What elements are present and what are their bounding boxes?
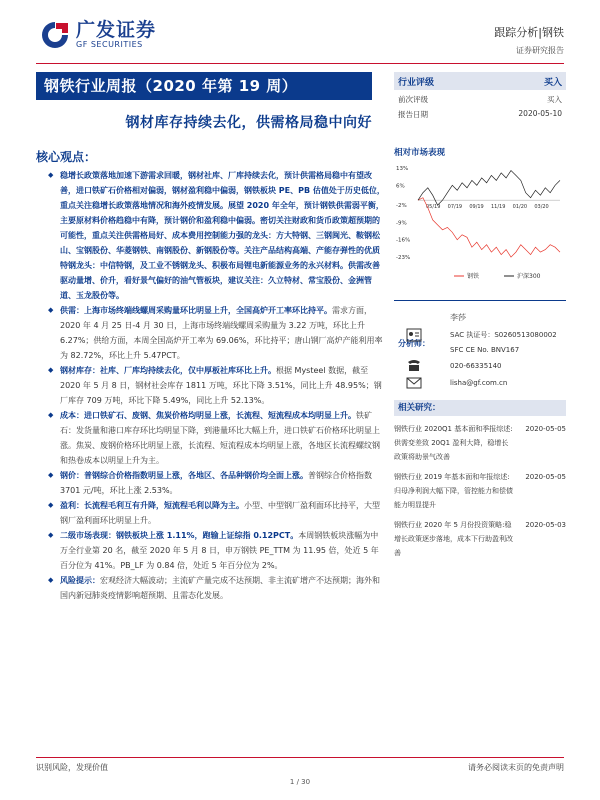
report-title: 钢铁行业周报（2020 年第 19 周） bbox=[36, 72, 372, 100]
key-point-item bbox=[48, 498, 386, 528]
y-tick-label: -23% bbox=[396, 255, 411, 262]
key-point-lead: 二级市场表现：钢铁板块上涨 1.11%，跑输上证综指 0.12PCT。 bbox=[60, 531, 299, 540]
related-research-text: 钢铁行业 2020Q1 基本面和季报综述:供需变差致 20Q1 盈利大降，稳增长政策将助景气改善 bbox=[394, 425, 513, 461]
rating-value: 买入 bbox=[543, 77, 562, 88]
related-research-text: 钢铁行业 2020 年 5 月份投资策略:稳增长政策逐步落地，成本下行助盈利改善 bbox=[394, 521, 513, 557]
key-point-body: 本周钢铁板块涨幅为中万全行业第 20 名，截至 2020 年 5 月 8 日，申万钢铁 PE_TTM 为 11.95 倍，处近 5 年百分位为 41%。PB_LF 为 0.84 倍，处近 5 年百分位为 2%。 bbox=[60, 531, 379, 570]
key-point-body: 根据 Mysteel 数据，截至 2020 年 5 月 8 日，钢材社会库存 1811 万吨，环比下降 3.51%，同比上升 48.95%；钢厂库存 709 万吨，环比下降 5.49%，同比上升 52.13%。 bbox=[60, 366, 382, 405]
analyst-email[interactable]: lisha@gf.com.cn bbox=[450, 379, 508, 387]
key-point-body: 普钢综合价格指数 3701 元/吨，环比上涨 2.53%。 bbox=[60, 471, 372, 495]
key-point-item bbox=[48, 408, 386, 468]
previous-rating-label: 前次评级 bbox=[398, 95, 428, 104]
analyst-block bbox=[394, 300, 566, 390]
key-point-body: 小型、中型钢厂盈利面环比持平，大型钢厂盈利面环比明显上升。 bbox=[60, 501, 380, 525]
y-tick-label: -2% bbox=[396, 203, 407, 210]
report-subtitle: 钢材库存持续去化，供需格局稳中向好 bbox=[125, 115, 372, 131]
footer-divider bbox=[36, 757, 564, 758]
related-research-item[interactable] bbox=[394, 470, 566, 512]
email-icon bbox=[406, 376, 422, 390]
key-point-lead: 盈利：长流程毛利互有升降，短流程毛利以降为主。 bbox=[60, 501, 244, 510]
x-tick-label: 03/20 bbox=[534, 204, 549, 211]
related-research-title: 相关研究： bbox=[394, 400, 566, 416]
rating-box bbox=[394, 72, 566, 120]
related-research-date: 2020-05-05 bbox=[525, 425, 566, 433]
related-research bbox=[394, 400, 566, 560]
y-tick-label: -9% bbox=[396, 220, 407, 227]
key-point-item bbox=[48, 363, 386, 408]
analyst-name: 李莎 bbox=[450, 313, 466, 322]
related-research-date: 2020-05-03 bbox=[525, 521, 566, 529]
key-point-body: 铁矿石：发货量和港口库存环比均明显下降，到港量环比大幅上升，进口铁矿石价格环比明显上涨。焦炭、废钢价格环比明显上涨，长流程、短流程成本均明显上涨，各地区长流程螺纹钢和热卷成本以明显上升为主。 bbox=[60, 411, 380, 465]
key-point-lead: 成本：进口铁矿石、废钢、焦炭价格均明显上涨，长流程、短流程成本均明显上升。 bbox=[60, 411, 356, 420]
analyst-divider bbox=[394, 300, 566, 301]
series-line-csi300 bbox=[418, 171, 560, 206]
key-point-lead: 稳增长政策落地加速下游需求回暖，钢材社库、厂库持续去化，预计供需格局稳中有望改善，进口铁矿石价格相对偏弱，钢材盈利稳中偏弱，钢铁板块 PE、PB 估值处于历史低位，重点关注稳增长政策落地情况和海外疫情发展。展望 2020 年全年，预计钢铁供需弱平衡，主要原材料价格趋稳中有降，预计钢价和盈利稳中偏弱。密切关注财政和货币政策超预期的可能性，重点关注供需格局好、成本费用控制能力强的龙头：方大特钢、三钢闽光、鞍钢松山、宝钢股份、华菱钢铁、南钢股份、新钢股份等。关注产品结构高端、产能存弹性的优质特钢龙头：中信特钢，及工业不锈钢龙头、积极布局锂电新能源业务的永兴材料。供需改善驱动量增、价升，看好景气偏好的油气管板块，建议关注：久立特材、常宝股份、金洲管道、玉龙股份等。 bbox=[60, 171, 385, 300]
analyst-phone: 020-66335140 bbox=[450, 362, 502, 370]
related-research-date: 2020-05-05 bbox=[525, 473, 566, 481]
key-point-body: 需求方面，2020 年 4 月 25 日-4 月 30 日，上海市场终端线螺周采购量为 3.22 万吨，环比上升 6.27%；供给方面，本周全国高炉开工率为 69.06%，环比持平；唐山钢厂高炉产能利用率为 82.72%，环比上升 5.47PCT。 bbox=[60, 306, 383, 360]
analyst-sfc-number: SFC CE No. BNV167 bbox=[450, 346, 520, 354]
logo-chinese-name: 广发证券 bbox=[76, 19, 157, 41]
legend-label: 沪深300 bbox=[517, 273, 541, 280]
analyst-sac-number: SAC 执证号：S0260513080002 bbox=[450, 331, 557, 339]
related-research-text: 钢铁行业 2019 年基本面和年报综述:归母净利润大幅下降，管控能力和偿债能力明显提升 bbox=[394, 473, 513, 509]
key-points-list bbox=[48, 168, 386, 603]
rating-title: 行业评级 bbox=[398, 77, 435, 88]
company-logo bbox=[40, 20, 156, 50]
analyst-label: 分析师： bbox=[398, 339, 430, 348]
id-card-icon bbox=[406, 328, 422, 342]
market-performance-chart bbox=[394, 162, 566, 286]
key-point-item bbox=[48, 528, 386, 573]
key-point-item bbox=[48, 468, 386, 498]
y-tick-label: -16% bbox=[396, 237, 411, 244]
x-tick-label: 07/19 bbox=[447, 204, 463, 211]
report-category: 跟踪分析|钢铁 bbox=[494, 26, 564, 39]
legend-label: 钢铁 bbox=[467, 273, 480, 280]
key-point-lead: 钢材库存：社库、厂库均持续去化，仅中厚板社库环比上升。 bbox=[60, 366, 276, 375]
logo-english-name: GF SECURITIES bbox=[76, 40, 143, 49]
previous-rating-value: 买入 bbox=[547, 95, 562, 104]
key-point-item bbox=[48, 573, 386, 603]
report-subcategory: 证券研究报告 bbox=[516, 46, 564, 55]
footer-slogan: 识别风险，发现价值 bbox=[36, 763, 108, 772]
page-header bbox=[0, 0, 600, 66]
key-point-item bbox=[48, 303, 386, 363]
x-tick-label: 01/20 bbox=[512, 204, 528, 211]
chart-svg bbox=[394, 162, 566, 286]
related-research-item[interactable] bbox=[394, 518, 566, 560]
phone-icon bbox=[406, 358, 422, 372]
y-tick-label: 13% bbox=[396, 166, 409, 172]
x-tick-label: 05/19 bbox=[426, 204, 441, 211]
related-research-item[interactable] bbox=[394, 422, 566, 464]
market-performance-title: 相对市场表现 bbox=[394, 148, 446, 158]
report-date-value: 2020-05-10 bbox=[518, 109, 562, 118]
key-point-lead: 钢价：普钢综合价格指数明显上涨，各地区、各品种钢价均全面上涨。 bbox=[60, 471, 308, 480]
key-point-lead: 风险提示： bbox=[60, 576, 100, 585]
gf-logo-icon bbox=[40, 20, 70, 50]
report-date-label: 报告日期 bbox=[398, 110, 428, 119]
page-number: 1 / 30 bbox=[289, 778, 311, 786]
x-tick-label: 11/19 bbox=[491, 204, 506, 211]
footer-disclaimer-note: 请务必阅读末页的免责声明 bbox=[468, 763, 564, 772]
key-points-title: 核心观点： bbox=[36, 150, 97, 164]
key-point-body: 宏观经济大幅波动；主流矿产量完成不达预期、非主流矿增产不达预期；海外和国内新冠肺炎疫情影响超预期、且需态化发展。 bbox=[60, 576, 380, 600]
header-divider bbox=[36, 63, 564, 64]
key-point-item bbox=[48, 168, 386, 303]
key-point-lead: 供需：上海市场终端线螺周采购量环比明显上升，全国高炉开工率环比持平。 bbox=[60, 306, 332, 315]
x-tick-label: 09/19 bbox=[469, 204, 484, 211]
y-tick-label: 6% bbox=[396, 183, 405, 190]
